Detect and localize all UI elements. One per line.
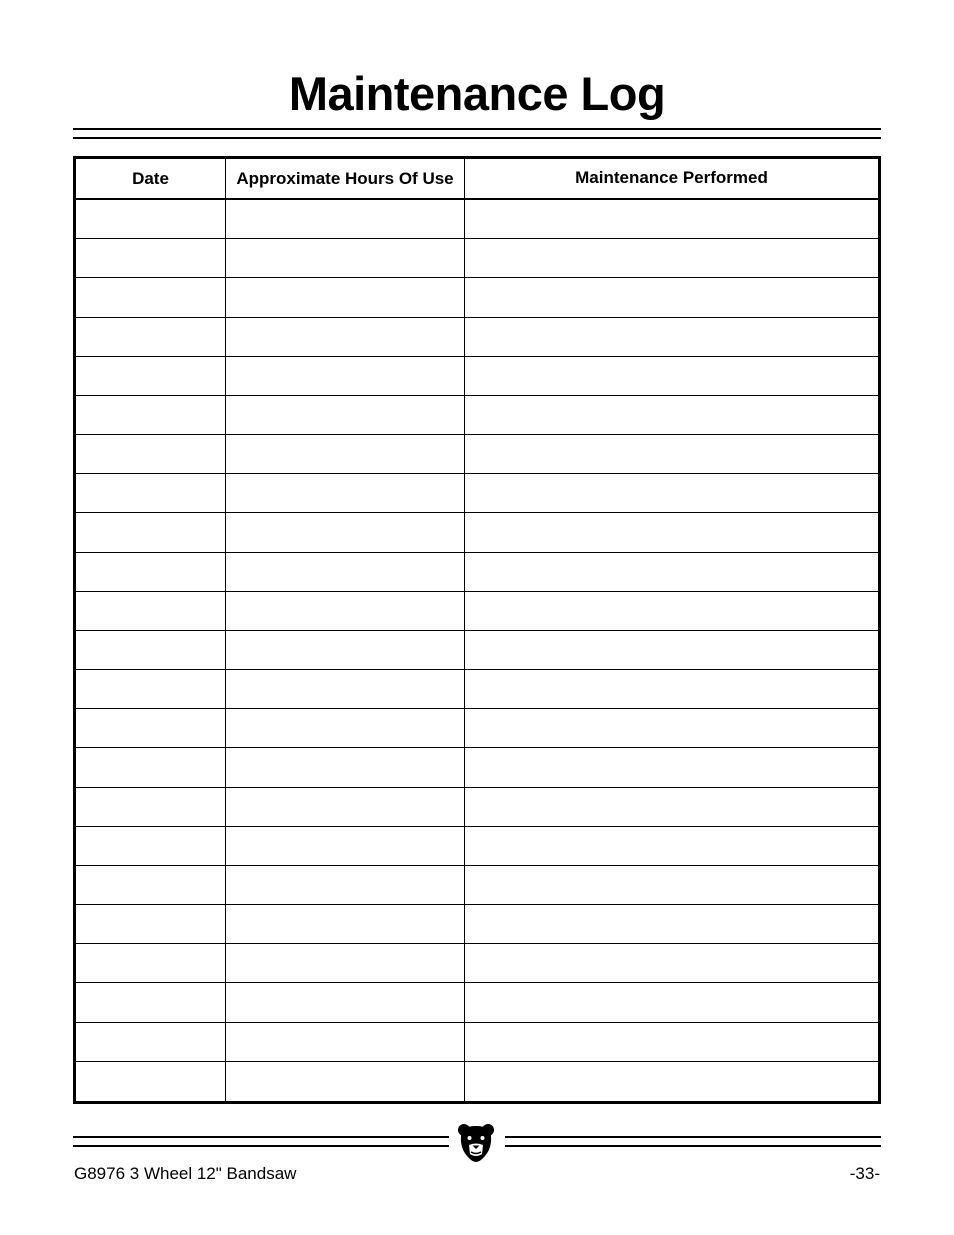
date-cell (76, 1023, 226, 1062)
hours-cell (226, 553, 465, 592)
date-cell (76, 200, 226, 239)
maintenance-cell (465, 435, 878, 474)
date-cell (76, 239, 226, 278)
hours-cell (226, 278, 465, 317)
hours-cell (226, 474, 465, 513)
maintenance-cell (465, 944, 878, 983)
hours-cell (226, 435, 465, 474)
footer-rule-right-bottom (505, 1145, 881, 1147)
hours-cell (226, 1062, 465, 1101)
maintenance-cell (465, 278, 878, 317)
maintenance-cell (465, 318, 878, 357)
hours-cell (226, 631, 465, 670)
hours-cell (226, 983, 465, 1022)
hours-cell (226, 1023, 465, 1062)
hours-cell (226, 788, 465, 827)
hours-cell (226, 827, 465, 866)
footer-rule-left-bottom (73, 1145, 449, 1147)
footer-rule-right-top (505, 1136, 881, 1138)
maintenance-cell (465, 1023, 878, 1062)
hours-cell (226, 905, 465, 944)
maintenance-cell (465, 357, 878, 396)
date-cell (76, 866, 226, 905)
date-cell (76, 631, 226, 670)
date-cell (76, 396, 226, 435)
title-rule-top (73, 128, 881, 130)
date-cell (76, 553, 226, 592)
maintenance-cell (465, 631, 878, 670)
date-cell (76, 827, 226, 866)
maintenance-cell (465, 200, 878, 239)
hours-cell (226, 200, 465, 239)
page-title: Maintenance Log (288, 67, 666, 120)
date-cell (76, 709, 226, 748)
date-cell (76, 435, 226, 474)
date-cell (76, 592, 226, 631)
maintenance-cell (465, 592, 878, 631)
date-cell (76, 474, 226, 513)
footer-rule-left-top (73, 1136, 449, 1138)
date-cell (76, 905, 226, 944)
date-cell (76, 513, 226, 552)
hours-cell (226, 709, 465, 748)
maintenance-cell (465, 748, 878, 787)
hours-cell (226, 592, 465, 631)
maintenance-cell (465, 239, 878, 278)
date-cell (76, 278, 226, 317)
maintenance-cell (465, 709, 878, 748)
footer-model-name: G8976 3 Wheel 12" Bandsaw (74, 1164, 297, 1183)
maintenance-cell (465, 670, 878, 709)
header-approx-hours: Approximate Hours Of Use (226, 159, 465, 200)
hours-cell (226, 357, 465, 396)
date-cell (76, 1062, 226, 1101)
bear-head-icon (457, 1121, 495, 1163)
header-maintenance-performed: Maintenance Performed (465, 159, 878, 200)
hours-cell (226, 318, 465, 357)
date-cell (76, 944, 226, 983)
maintenance-cell (465, 788, 878, 827)
title-rule-bottom (73, 137, 881, 139)
date-cell (76, 357, 226, 396)
date-cell (76, 788, 226, 827)
date-cell (76, 983, 226, 1022)
maintenance-cell (465, 474, 878, 513)
hours-cell (226, 513, 465, 552)
hours-cell (226, 239, 465, 278)
maintenance-cell (465, 827, 878, 866)
maintenance-cell (465, 396, 878, 435)
footer-page-number: -33- (849, 1164, 880, 1183)
maintenance-cell (465, 983, 878, 1022)
hours-cell (226, 670, 465, 709)
maintenance-cell (465, 1062, 878, 1101)
maintenance-cell (465, 905, 878, 944)
maintenance-log-table (73, 156, 881, 1104)
hours-cell (226, 866, 465, 905)
maintenance-cell (465, 513, 878, 552)
date-cell (76, 670, 226, 709)
header-date: Date (76, 159, 226, 200)
maintenance-cell (465, 553, 878, 592)
hours-cell (226, 944, 465, 983)
date-cell (76, 748, 226, 787)
date-cell (76, 318, 226, 357)
maintenance-cell (465, 866, 878, 905)
hours-cell (226, 748, 465, 787)
hours-cell (226, 396, 465, 435)
